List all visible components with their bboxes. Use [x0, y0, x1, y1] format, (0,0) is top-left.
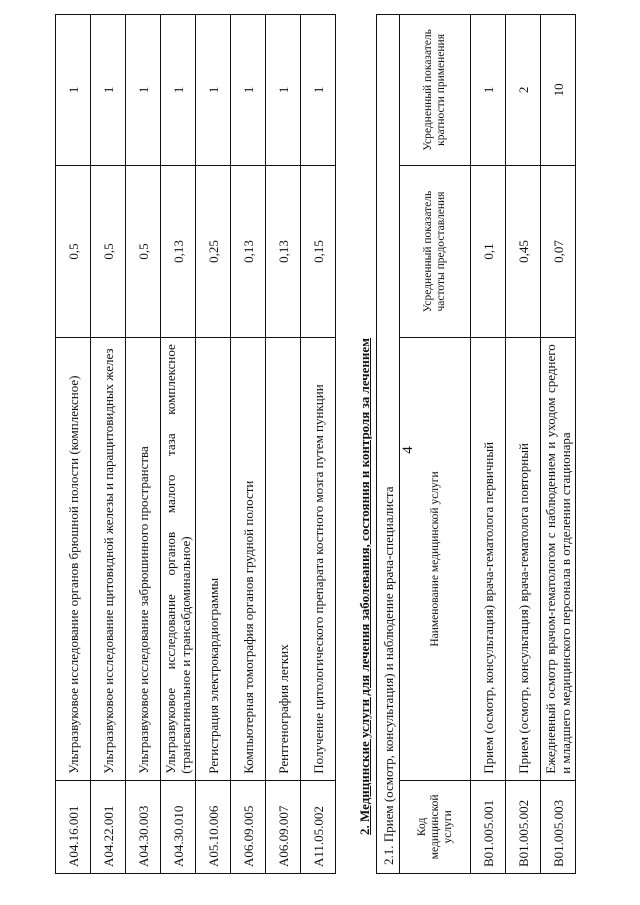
- service-name: Получение цитологического препарата костного мозга путем пункции: [301, 338, 336, 781]
- service-code: B01.005.001: [471, 780, 506, 873]
- frequency-value: 0,07: [541, 165, 576, 337]
- service-name: Ультразвуковое исследование щитовидной железы и паращитовидных желез: [91, 338, 126, 781]
- header-frequency: Усредненный показатель частоты предоставления: [400, 165, 471, 337]
- subsection-title: 2.1. Прием (осмотр, консультация) и наблюдение врача-специалиста: [377, 15, 400, 874]
- multiplicity-value: 1: [266, 15, 301, 166]
- service-name: Компьютерная томография органов грудной полости: [231, 338, 266, 781]
- header-code: Код медицинской услуги: [400, 780, 471, 873]
- table-row: [231, 15, 266, 874]
- multiplicity-value: 10: [541, 15, 576, 166]
- table-row: [266, 15, 301, 874]
- service-code: A04.16.001: [56, 780, 91, 873]
- frequency-value: 0,25: [196, 165, 231, 337]
- multiplicity-value: 1: [161, 15, 196, 166]
- service-name: Регистрация электрокардиограммы: [196, 338, 231, 781]
- service-code: A06.09.007: [266, 780, 301, 873]
- service-name: Ультразвуковое исследование органов малого таза комплексное (трансвагинальное и трансабдоминальное): [161, 338, 196, 781]
- table-row: [56, 15, 91, 874]
- table-row: [541, 15, 576, 874]
- table-row: [91, 15, 126, 874]
- service-name: Ультразвуковое исследование забрюшинного пространства: [126, 338, 161, 781]
- table-row: [471, 15, 506, 874]
- multiplicity-value: 1: [56, 15, 91, 166]
- frequency-value: 0,5: [126, 165, 161, 337]
- service-code: A04.30.003: [126, 780, 161, 873]
- service-code: B01.005.002: [506, 780, 541, 873]
- frequency-value: 0,5: [91, 165, 126, 337]
- service-name: Прием (осмотр, консультация) врача-гематолога первичный: [471, 338, 506, 780]
- frequency-value: 0,5: [56, 165, 91, 337]
- frequency-value: 0,13: [266, 165, 301, 337]
- service-name: Рентгенография легких: [266, 338, 301, 781]
- multiplicity-value: 1: [471, 15, 506, 166]
- frequency-value: 0,1: [471, 165, 506, 337]
- service-code: A11.05.002: [301, 780, 336, 873]
- service-code: A04.30.010: [161, 780, 196, 873]
- table-row: [196, 15, 231, 874]
- table-row: [126, 15, 161, 874]
- section-2-table: [376, 14, 576, 874]
- page-number: 4: [400, 446, 416, 454]
- header-multiplicity: Усредненный показатель кратности применения: [400, 15, 471, 166]
- frequency-value: 0,15: [301, 165, 336, 337]
- table-row: [301, 15, 336, 874]
- header-name: Наименование медицинской услуги: [400, 338, 471, 780]
- multiplicity-value: 1: [301, 15, 336, 166]
- multiplicity-value: 1: [231, 15, 266, 166]
- frequency-value: 0,13: [231, 165, 266, 337]
- service-name: Ультразвуковое исследование органов брюшной полости (комплексное): [56, 338, 91, 781]
- header-row: [400, 15, 471, 874]
- service-code: A06.09.005: [231, 780, 266, 873]
- service-code: B01.005.003: [541, 780, 576, 873]
- multiplicity-value: 1: [196, 15, 231, 166]
- subsection-row: [377, 15, 400, 874]
- multiplicity-value: 1: [126, 15, 161, 166]
- service-code: A05.10.006: [196, 780, 231, 873]
- frequency-value: 0,13: [161, 165, 196, 337]
- service-code: A04.22.001: [91, 780, 126, 873]
- section-2-title: 2. Медицинские услуги для лечения заболевания, состояния и контроля за лечением: [357, 337, 372, 835]
- table-row: [161, 15, 196, 874]
- services-table-continued: [55, 14, 336, 874]
- multiplicity-value: 2: [506, 15, 541, 166]
- multiplicity-value: 1: [91, 15, 126, 166]
- service-name: Ежедневный осмотр врачом-гематологом с наблюдением и уходом среднего и младшего медицинского персонала в отделении стационара: [541, 338, 576, 780]
- frequency-value: 0,45: [506, 165, 541, 337]
- service-name: Прием (осмотр, консультация) врача-гематолога повторный: [506, 338, 541, 780]
- table-row: [506, 15, 541, 874]
